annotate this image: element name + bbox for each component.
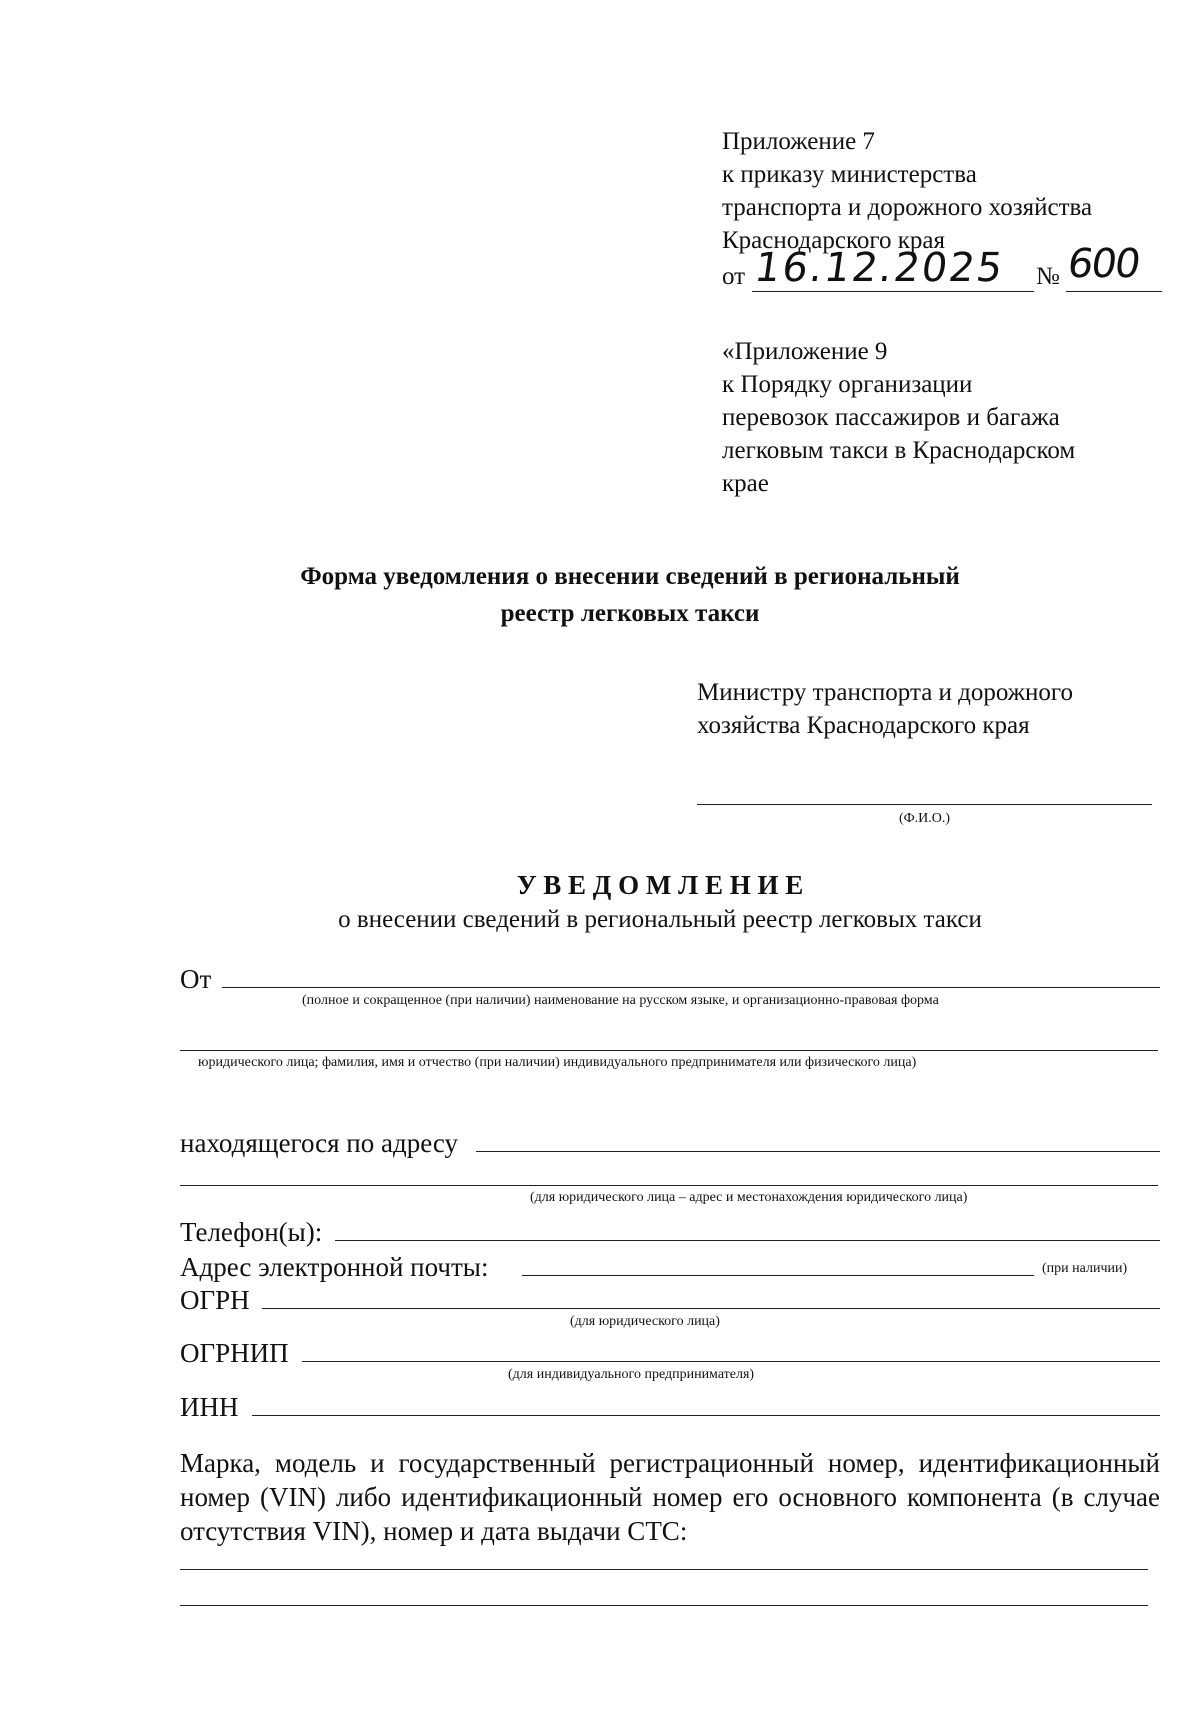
address-input-line-2[interactable] — [180, 1185, 1158, 1186]
vehicle-input-line-1[interactable] — [180, 1569, 1148, 1570]
address-label: находящегося по адресу — [180, 1128, 458, 1158]
from-caption-1: (полное и сокращенное (при наличии) наименование на русском языке, и организационно-правовая форма — [302, 993, 939, 1008]
order-date-handwritten: 16.12.2025 — [751, 245, 1008, 291]
ogrnip-caption: (для индивидуального предпринимателя) — [508, 1367, 755, 1382]
from-label: От — [180, 964, 212, 994]
ogrn-label: ОГРН — [180, 1285, 250, 1315]
form-title — [180, 560, 1080, 630]
ogrn-input-line[interactable] — [262, 1308, 1160, 1309]
addressee-block — [697, 676, 1177, 742]
appendix7-block — [722, 125, 1182, 257]
addressee-fio-line — [697, 804, 1152, 805]
notice-title: У В Е Д О М Л Е Н И Е — [516, 870, 804, 900]
ogrnip-input-line[interactable] — [302, 1361, 1160, 1362]
appendix9-block — [722, 335, 1182, 500]
appendix7-line1: Приложение 7 — [722, 128, 875, 155]
order-date-prefix: от — [722, 263, 746, 290]
email-label: Адрес электронной почты: — [180, 1252, 489, 1282]
addressee-line2: хозяйства Краснодарского края — [697, 712, 1030, 739]
notice-subtitle: о внесении сведений в региональный реестр легковых такси — [338, 906, 982, 933]
appendix9-line4: легковым такси в Краснодарском — [722, 437, 1076, 464]
order-number-line — [1066, 291, 1162, 292]
vehicle-description: Марка, модель и государственный регистрационный номер, идентификационный номер (VIN) либо идентификационный номер его основного компонента (в случае отсутствия VIN), номер и дата выдачи СТС: — [180, 1448, 1160, 1546]
appendix9-line1: «Приложение 9 — [722, 338, 888, 365]
inn-label: ИНН — [180, 1392, 239, 1422]
order-date-line — [752, 291, 1034, 292]
from-caption-2: юридического лица; фамилия, имя и отчество (при наличии) индивидуального предпринимателя или физического лица) — [198, 1055, 917, 1070]
from-input-line[interactable] — [222, 987, 1160, 988]
ogrnip-label: ОГРНИП — [180, 1338, 289, 1368]
inn-input-line[interactable] — [252, 1415, 1160, 1416]
addressee-line1: Министру транспорта и дорожного — [697, 679, 1074, 706]
email-note: (при наличии) — [1042, 1261, 1128, 1276]
address-caption: (для юридического лица – адрес и местонахождения юридического лица) — [530, 1190, 968, 1205]
order-number-prefix: № — [1036, 263, 1060, 290]
appendix7-line3: транспорта и дорожного хозяйства — [722, 194, 1093, 221]
appendix9-line2: к Порядку организации — [722, 371, 973, 398]
appendix7-line4: Краснодарского края — [722, 227, 945, 254]
appendix9-line3: перевозок пассажиров и багажа — [722, 404, 1060, 431]
addressee-fio-caption: (Ф.И.О.) — [898, 811, 951, 826]
vehicle-input-line-2[interactable] — [180, 1605, 1148, 1606]
phone-label: Телефон(ы): — [180, 1217, 323, 1247]
form-title-line1: Форма уведомления о внесении сведений в региональный — [300, 563, 960, 590]
phone-input-line[interactable] — [335, 1240, 1160, 1241]
order-number-handwritten: 600 — [1064, 241, 1142, 287]
form-title-line2: реестр легковых такси — [500, 600, 760, 627]
address-input-line[interactable] — [476, 1151, 1160, 1152]
appendix9-line5: крае — [722, 470, 769, 497]
email-input-line[interactable] — [522, 1275, 1034, 1276]
appendix7-line2: к приказу министерства — [722, 161, 977, 188]
ogrn-caption: (для юридического лица) — [570, 1314, 720, 1329]
from-input-line-2[interactable] — [180, 1050, 1158, 1051]
